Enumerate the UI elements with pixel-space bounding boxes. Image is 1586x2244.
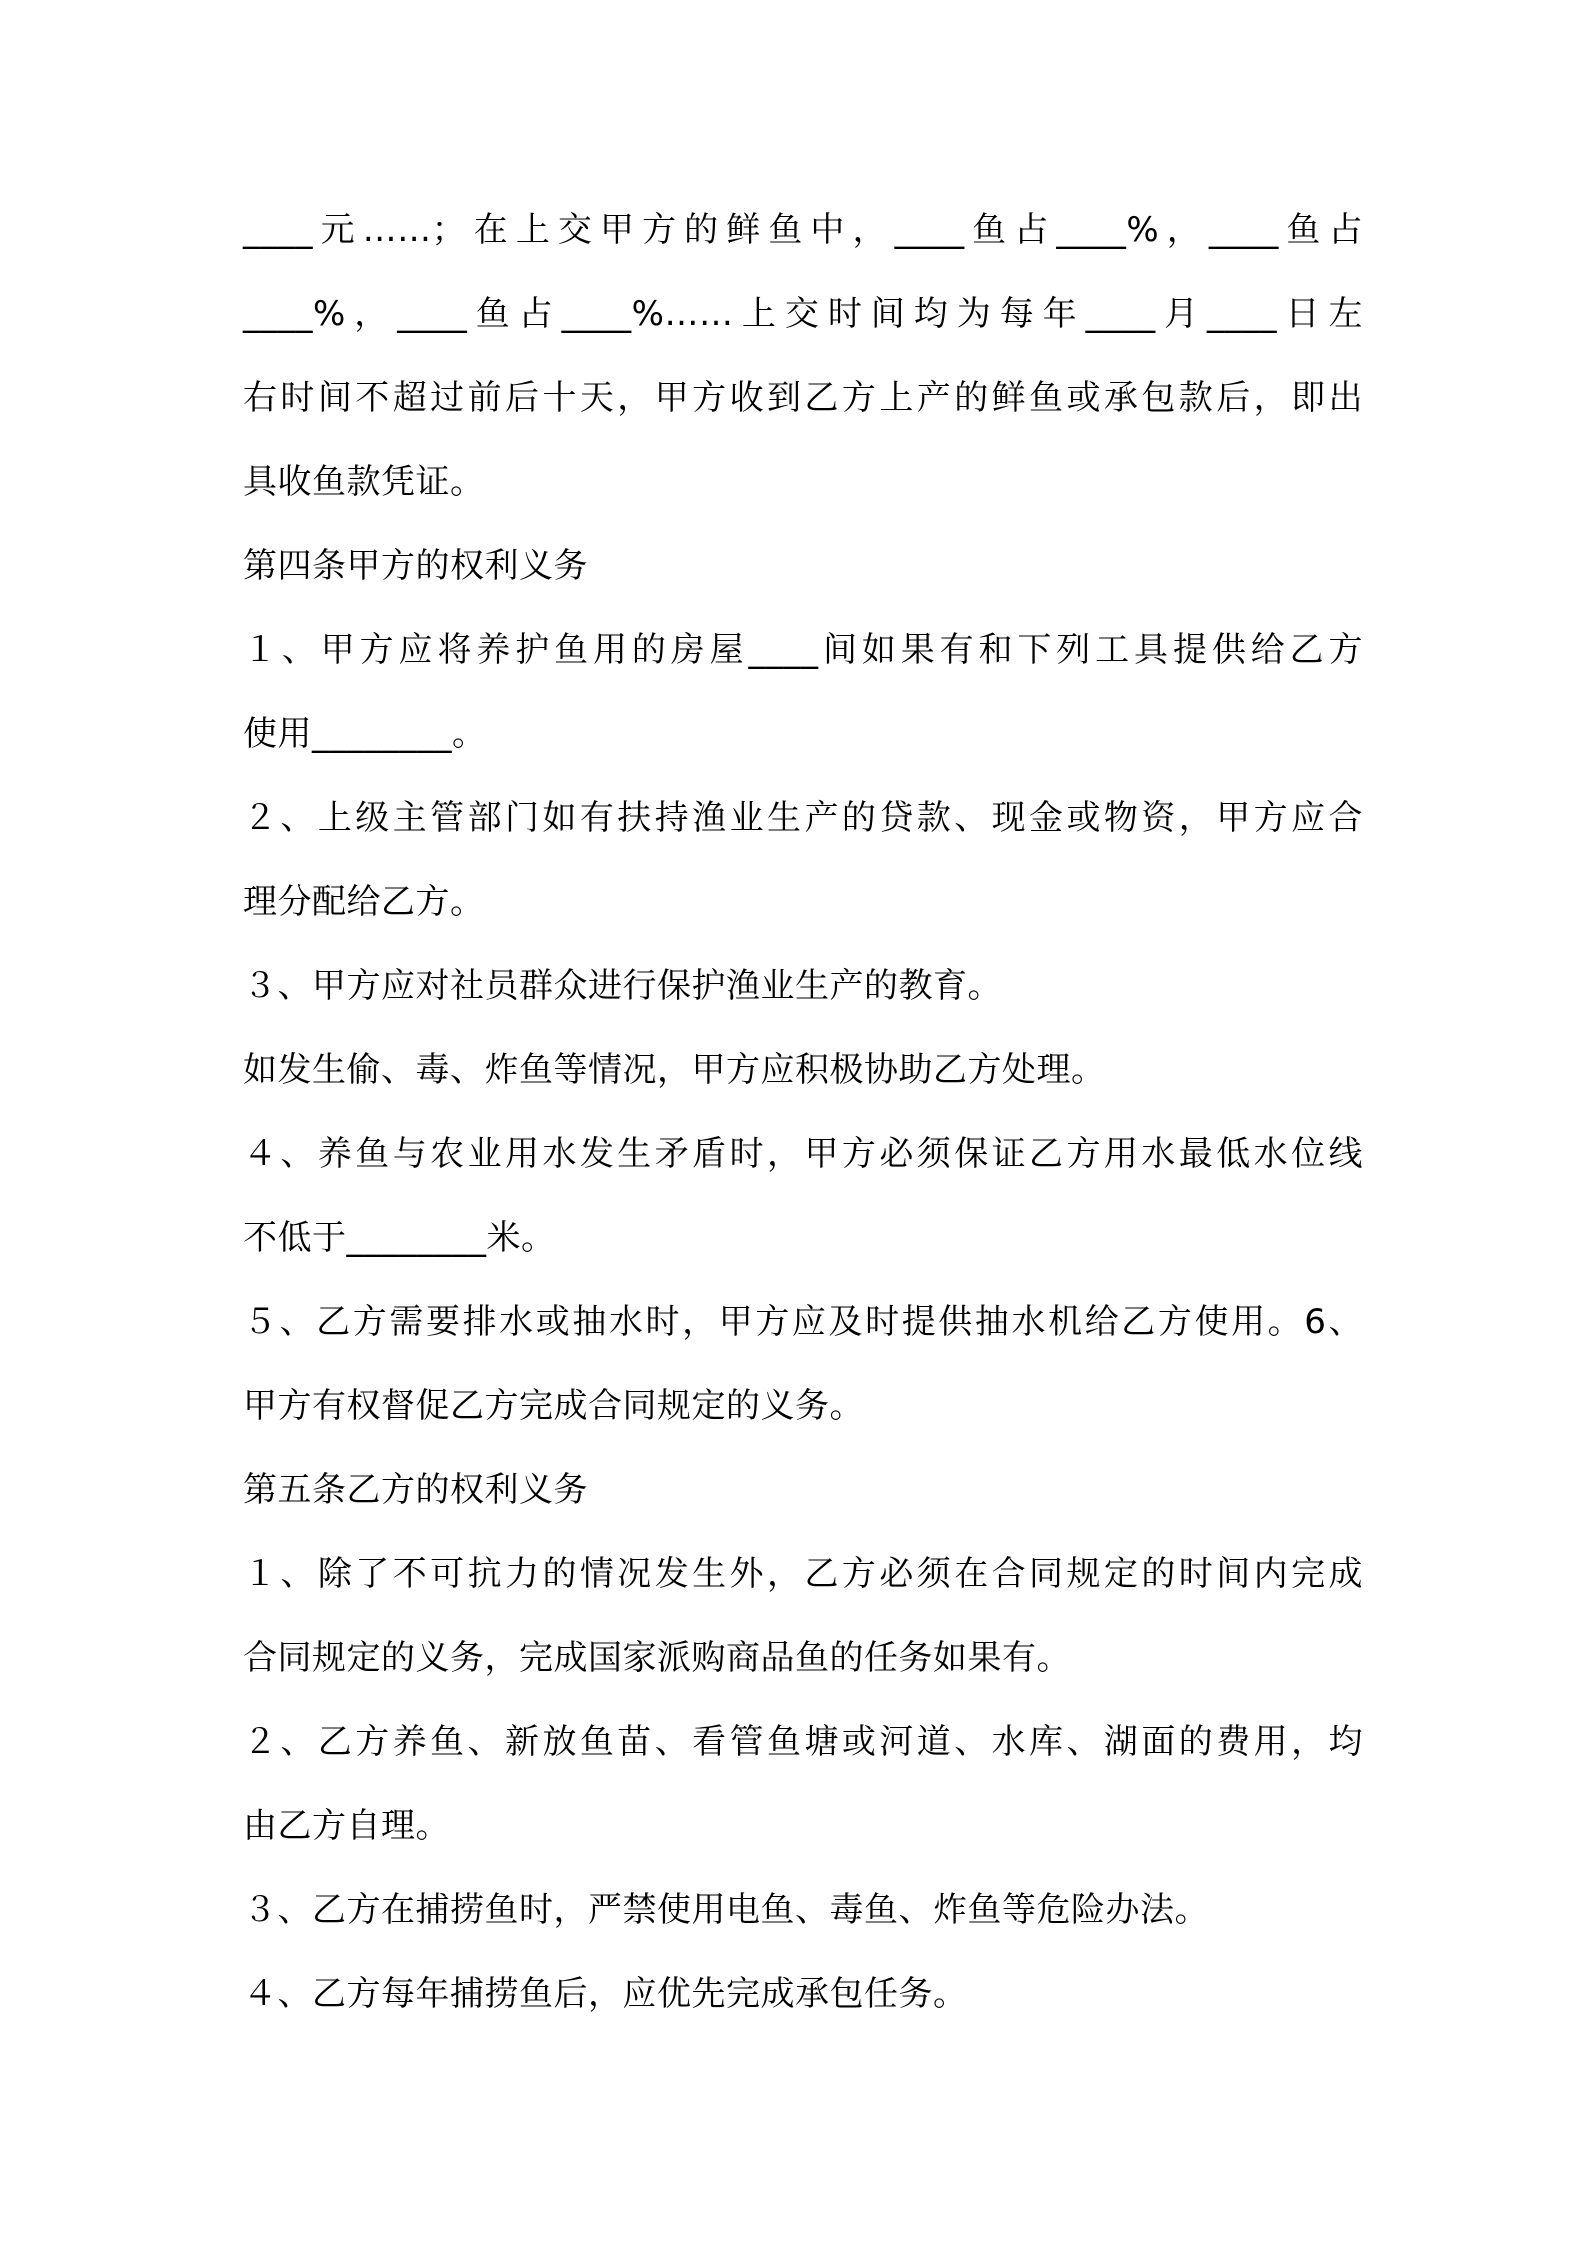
text-line: ２、乙方养鱼、新放鱼苗、看管鱼塘或河道、水库、湖面的费用，均 <box>243 1722 1363 1762</box>
text-line: ３、甲方应对社员群众进行保护渔业生产的教育。 <box>243 966 1002 1006</box>
text-line: １、除了不可抗力的情况发生外，乙方必须在合同规定的时间内完成 <box>243 1554 1363 1594</box>
section-heading: 第五条乙方的权利义务 <box>243 1470 588 1510</box>
text-line: ３、乙方在捕捞鱼时，严禁使用电鱼、毒鱼、炸鱼等危险办法。 <box>243 1890 1209 1930</box>
text-line: ____元……；在上交甲方的鲜鱼中，____鱼占____%，____鱼占 <box>243 210 1363 250</box>
text-line: 理分配给乙方。 <box>243 882 485 922</box>
document-body <box>243 198 1363 2046</box>
text-line: 甲方有权督促乙方完成合同规定的义务。 <box>243 1386 864 1426</box>
text-line: 右时间不超过前后十天，甲方收到乙方上产的鲜鱼或承包款后，即出 <box>243 378 1363 418</box>
text-line: 合同规定的义务，完成国家派购商品鱼的任务如果有。 <box>243 1638 1071 1678</box>
text-line: ２、上级主管部门如有扶持渔业生产的贷款、现金或物资，甲方应合 <box>243 798 1363 838</box>
text-line: 如发生偷、毒、炸鱼等情况，甲方应积极协助乙方处理。 <box>243 1050 1106 1090</box>
text-line: ４、乙方每年捕捞鱼后，应优先完成承包任务。 <box>243 1974 968 2014</box>
section-heading: 第四条甲方的权利义务 <box>243 546 588 586</box>
text-line: ____%，____鱼占____%……上交时间均为每年____月____日左 <box>243 294 1363 334</box>
text-line: 具收鱼款凭证。 <box>243 462 485 502</box>
text-line: 使用________。 <box>243 714 487 754</box>
text-line: 由乙方自理。 <box>243 1806 450 1846</box>
text-line: ４、养鱼与农业用水发生矛盾时，甲方必须保证乙方用水最低水位线 <box>243 1134 1363 1174</box>
text-line: ５、乙方需要排水或抽水时，甲方应及时提供抽水机给乙方使用。6、 <box>243 1302 1363 1342</box>
text-line: １、甲方应将养护鱼用的房屋____间如果有和下列工具提供给乙方 <box>243 630 1363 670</box>
text-line: 不低于________米。 <box>243 1218 556 1258</box>
